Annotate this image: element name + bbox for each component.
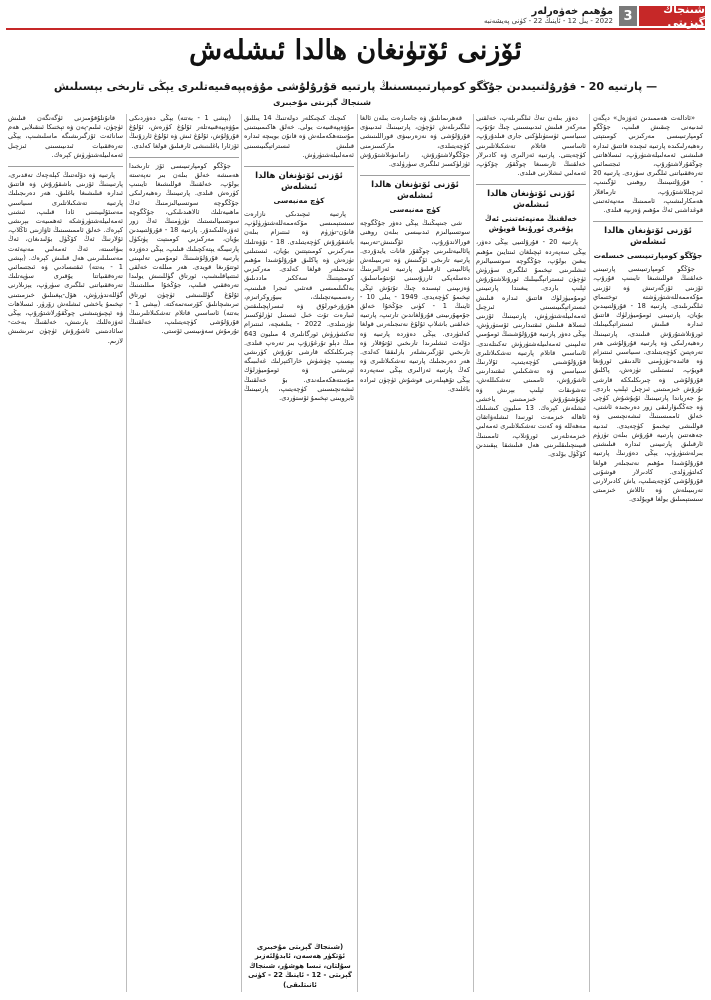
byline: شىنجاڭ گېزىتى مۇخبىرى — [273, 98, 371, 107]
column-body: جۇڭگو كومپارتىيىسى ئۆز تارىخىدا ھەمىشە خەلق بىلەن بىر نەپەستە بولۇپ، خەلقنىڭ قوللىشىغا تايىنىپ كۈرەش قىلدى. پارتىيىنىڭ رەھبەرلىكى جۇڭگوچە سوتسىيالىزمنىڭ ئەڭ ماھىيەتلىك ئالاھىدىلىكى، جۇڭگوچە سوتسىيالىستىك تۈزۈمنىڭ ئەڭ زور ئەۋزەللىكىدۇر. پارتىيە 18 - قۇرۇلتىيىدىن بۇيان، مەركىزىي كومىتېت پۈتكۈل پارتىيىگە يېتەكچىلىك قىلىپ، يېڭى دەۋردە پارتىيە قۇرۇلۇشىنىڭ ئومۇمىي تەلىپىنى ئوتتۇرىغا قويدى. ھەر مىللەت خەلقى ئىتتىپاقلىشىپ، ئورتاق گۈللىنىش يولىدا تەرەققىي قىلىپ، جۇڭخۇا مىللىتىنىڭ ئۇلۇغ گۈللىنىشى ئۈچۈن ئورتاق تىرىشچانلىق كۆرسەتمەكتە. (بېشى 1 - بەتتە) ئاساسىي قاتلام تەشكىلاتلىرىنىڭ قۇرۇلۇشى كۈچەيتىلىپ، خەلقنىڭ تۇرمۇش سەۋىيىسى ئۆستى. — [129, 161, 239, 336]
article-column-1 — [593, 114, 703, 992]
column-body: پارتىيە 20 - قۇرۇلتىيى يېڭى دەۋر، يېڭى سەپەردە ئېچىلغان ئىنتايىن مۇھىم يىغىن بولۇپ، جۇڭگوچە سوتسىيالىزم ئىشلىرىنى تېخىمۇ ئىلگىرى سۈرۈش ئۈچۈن ئىستراتېگىيىلىك ئورۇنلاشتۇرۇش ئېلىپ باردى. يىغىندا پارتىيىنى ئومۇميۈزلۈك قاتتىق ئىدارە قىلىش ئىستراتېگىيىسىنى ئىزچىل ئەمەلىيلەشتۈرۈش، پارتىيىنىڭ ئۆزىنى ئىسلاھ قىلىش ئىقتىدارىنى ئۆستۈرۈش، يېڭى دەۋر پارتىيە قۇرۇلۇشىنىڭ ئومۇمىي تەلىپىنى ئەمەلىيلەشتۈرۈش تەكىتلەندى. ئاساسىي قاتلام پارتىيە تەشكىلاتلىرى قۇرۇلۇشىنى كۈچەيتىپ، ئۇلارنىڭ سىياسىي ۋە تەشكىلىي ئىقتىدارىنى ئاشۇرۇش، ئاممىنى تەشكىللەش، تەشۋىقات ئېلىپ بېرىش ۋە ئۇيۇشتۇرۇش خىزمىتىنى ياخشى ئىشلەش كېرەك. 13 مىليون كىشىلىك ئاھالە خىزمەت ئورنىدا ئىشلەۋاتقان مەھەللە ۋە كەنت تەشكىلاتلىرى ئەمەلىي خىزمەتلەرنى ئورۇنلاپ، ئاممىنىڭ قىيىنچىلىقلىرىنى ھەل قىلىشقا يېقىندىن كۆڭۈل بۆلدى. — [476, 238, 586, 459]
article-column-5 — [129, 114, 239, 992]
headline-block — [10, 34, 701, 68]
column-lead: (بېشى 1 - بەتتە) يېڭى دەۋردىكى مۇۋەپپەقىيەتلەر ئۇلۇغ كۈرەش، ئۇلۇغ قۇرۇلۇش، ئۇلۇغ ئىش ۋە ئۇلۇغ ئارزۇنىڭ ئۆزئارا باغلىنىشى ئارقىلىق قولغا كەلدى. — [129, 114, 239, 150]
section-subheading: خەلقنىڭ مەنپەئەتىنى ئەڭ يۇقىرى ئورۇنغا قويۇش — [484, 214, 578, 234]
article-column-3 — [360, 114, 470, 992]
section-heading: ئۆزنى ئۆتۈنغان ھالدا ئىشلەش — [371, 180, 459, 202]
newspaper-logo — [639, 3, 705, 29]
reporter-credit: (شىنجاڭ گېزىتى مۇخبىرى ئۆتكۈر ھەسەن، ئابدۇلئەزىز سۇلتان، نىسا ھوشۇر، شىنجاڭ گېزىتى - 12 - ئاينىڭ 22 - كۈنى ئانىتلىقى) — [248, 942, 352, 989]
column-divider — [357, 114, 358, 992]
section-divider — [476, 184, 586, 185]
section-divider — [129, 157, 239, 158]
section-divider — [8, 166, 123, 167]
column-body: پارتىيە ئىچىدىكى نازارەت سىستېمىسى مۇكەممەللەشتۈرۈلۈپ، قانۇن-تۈزۈم ۋە ئىنتىزام بىلەن باشقۇرۇش كۈچەيتىلدى. 18 - نۆۋەتلىك مەركىزىي كومىتېتتىن بۇيان، ئىستىلنى تۈزەش ۋە پاكلىق قۇرۇلۇشىدا مۇھىم نەتىجىلەر قولغا كەلدى. مەركىزىي كومىتېتنىڭ سەككىز ماددىلىق بەلگىلىمىسى قەتئىي ئىجرا قىلىنىپ، رەسمىيەتچىلىك، بىيۇروكراتىزم، ھۇزۇرخورلۇق ۋە ئىسراپچىلىقتىن ئىبارەت تۆت خىل ئىستىل ئۈزلۈكسىز تۈزىتىلدى. 2022 - يىلىغىچە، ئىنتىزام تەكشۈرۈش ئورگانلىرى 4 مىليون 643 مىڭ دېلو تۇرغۇزۇپ بىر تەرەپ قىلدى. چىرىكلىككە قارشى تۇرۇش كۈرىشى بېسىپ چۈشۈش خاراكتېرلىك غەلىبىگە ئېرىشتى ۋە ئومۇميۈزلۈك مۇستەھكەملەندى. بۇ خەلقنىڭ ئىشەنچىسىنى كۈچەيتىپ، پارتىيىنىڭ ئابرويىنى تېخىمۇ ئۆستۈردى. — [244, 210, 354, 403]
column-lead: «ئادالەت ھەممىدىن ئەۋزەل» دېگەن ئىدىيەنى چىقىش قىلىپ، جۇڭگو كومپارتىيىسى مەركىزىي كومىتېتى رەھبەرلىكىدە پارتىيە ئىچىدە قاتتىق ئىدارە قىلىشنى ئەمەلىيلەشتۈرۈپ، ئىسلاھاتنى چوڭقۇرلاشتۇرۇپ، ئىجتىمائىي تەرەققىياتنى ئىلگىرى سۈردى. پارتىيە 20 - قۇرۇلتىيىنىڭ روھىنى ئۆگىنىپ، ئىزچىللاشتۇرۇپ، تارماقلار ھەمكارلىشىپ، ئاممىنىڭ مەنپەئەتىنى قوغداشنى ئەڭ مۇھىم ۋەزىپە قىلدى. — [593, 114, 703, 215]
column-lead: كىچىك كىچىكلەر دولەتنىڭ 14 يىللىق مۇۋەپپەقىيەت يولى. خەلق ھاكىمىيىتىنى مۇستەھكەملەش ۋە قانۇن بويىچە ئىدارە قىلىش ئىستراتېگىيىسىنى ئەمەلىيلەشتۈرۈش. — [244, 114, 354, 159]
section-label: مۇھىم خەۋەرلەر — [531, 6, 613, 17]
column-divider — [126, 114, 127, 992]
column-divider — [241, 114, 242, 992]
column-body: جۇڭگو كومپارتىيىسى پارتىيىنى خەلقنىڭ قوللىشىغا تايىنىپ قۇرۇپ، ئۆزىنى ئۆزگەرتىش ۋە ئۆزىنى مۇكەممەللەشتۈرۈشتە توختىماي ئىلگىرىلىدى. پارتىيە 18 - قۇرۇلتىيىدىن بۇيان، پارتىيىنى ئومۇميۈزلۈك قاتتىق ئىدارە قىلىش ئىستراتېگىيىلىك ئورۇنلاشتۇرۇش قىلىندى، پارتىيىنىڭ رەھبەرلىكى ۋە پارتىيە قۇرۇلۇشى ھەر تەرەپتىن كۈچەيتىلدى. سىياسىي ئىنتىزام ۋە قائىدە-تۈزۈمنى ئالدىنقى ئورۇنغا قويۇپ، ئىستىلنى تۈزەش، پاكلىق قۇرۇلۇشى ۋە چىرىكلىككە قارشى تۇرۇش خىزمىتىنى ئىزچىل ئېلىپ باردى. بۇ جەرياندا پارتىيىنىڭ ئۇيۇشۇش كۈچى ۋە جەڭگىۋارلىقى زور دەرىجىدە ئاشتى، خەلق ئاممىسىنىڭ ئىشەنچىسى ۋە قوللىشى تېخىمۇ كۈچەيدى. ئىدىيە جەھەتتىن پارتىيە قۇرۇش بىلەن تۈزۈم ئارقىلىق پارتىيىنى ئىدارە قىلىشنى بىرلەشتۈرۈپ، يېڭى دەۋرنىڭ پارتىيە قۇرۇلۇشىدا مۇھىم نەتىجىلەر قولغا كەلتۈرۈلدى. كادىرلار قوشۇنى قۇرۇلۇشى كۈچەيتىلىپ، ياش كادىرلارنى تەربىيىلەش ۋە تاللاش خىزمىتى سىستېمىلىق يولغا قويۇلدى. — [593, 265, 703, 504]
section-divider — [360, 175, 470, 176]
section-heading: ئۆزنى ئۆتۈنغان ھالدا ئىشلەش — [604, 226, 692, 248]
masthead — [6, 3, 705, 30]
page-number: 3 — [619, 6, 637, 26]
logo-text: شىنجاڭ گېزىتى — [663, 3, 705, 29]
issue-date: 2022 - يىل 12 - ئاينىڭ 22 - كۈنى پەيشەنبە — [483, 17, 613, 25]
column-divider — [589, 114, 590, 992]
section-heading: ئۆزنى ئۆتۈنغان ھالدا ئىشلەش — [255, 171, 343, 193]
column-body: شى جىنپىڭنىڭ يېڭى دەۋر جۇڭگوچە سوتسىيالىزم ئىدىيىسى بىلەن روھنى قورالاندۇرۇپ، ئۆگىنىش-تەربىيە پائالىيەتلىرىنى چوڭقۇر قانات يايدۇردى. پارتىيە تارىخى ئۆگىنىش ۋە تەربىيىلەش پائالىيىتى ئارقىلىق پارتىيە ئەزالىرىنىڭ دەسلەپكى ئارزۇسىنى ئۇنتۇماسلىق، ۋەزىپىنى ئېسىدە چىڭ تۇتۇش ئېڭى تېخىمۇ كۈچەيدى. 1949 - يىلى 10 - ئاينىڭ 1 - كۈنى جۇڭخۇا خەلق جۇمھۇرىيىتى قۇرۇلغاندىن تارتىپ، پارتىيە خەلقنى باشلاپ ئۇلۇغ نەتىجىلەرنى قولغا كەلتۈردى. يېڭى دەۋردە پارتىيە ۋە دۆلەت ئىشلىرىدا تارىخىي ئۇتۇقلار ۋە تارىخىي ئۆزگىرىشلەر بارلىققا كەلدى. ھەر دەرىجىلىك پارتىيە تەشكىلاتلىرى ۋە كەڭ پارتىيە ئەزالىرى يېڭى سەپەردە يېڭى تۆھپىلەرنى قوشۇش ئۈچۈن ئىرادە باغلىدى. — [360, 219, 470, 393]
column-lead: قەھرىمانلىق ۋە جاسارەت بىلەن ئالغا ئىلگىرىلەش ئۈچۈن، پارتىيىنىڭ ئىدىيىۋى قۇرۇلۇشى ۋە نەزەرىيىۋى قوراللىنىشى كۈچەيتىلدى، ماركسىزمنى جۇڭگولاشتۇرۇش، زامانىۋىلاشتۇرۇش ئۈزلۈكسىز ئىلگىرى سۈرۈلدى. — [360, 114, 470, 169]
section-subheading: كۈچ مەنبەسى — [389, 205, 441, 215]
section-divider — [244, 166, 354, 167]
headline: ئۆزنى ئۆتۈنغان ھالدا ئىشلەش — [189, 35, 522, 66]
column-lead: قانۇنلۇقۇمىزنى ئۈگەنگەن قىلىش ئۈچۈن، ئىلىم-پەن ۋە تېخنىكا ئىنقىلابى ھەم سانائەت ئۆزگىرىشىگە ماسلىشىپ، يېڭى تەرەققىيات ئىدىيىسىنى ئىزچىل ئەمەلىيلەشتۈرۈش كېرەك. — [8, 114, 123, 159]
article-column-6 — [8, 114, 123, 992]
article-column-2 — [476, 114, 586, 992]
section-divider — [593, 221, 703, 222]
section-subheading: كۈچ مەنبەسى — [273, 196, 325, 206]
subheadline: — پارتىيە 20 - قۇرۇلتىيىدىن جۇڭگو كومپارتىيىسىنىڭ پارتىيە قۇرۇلۇشى مۇۋەپپەقىيەتلىرى يېڭى تارىخى بېسىلىش — [53, 80, 658, 93]
column-divider — [473, 114, 474, 992]
article-column-4 — [244, 114, 354, 992]
section-subheading: جۇڭگو كومپارتىيىسى خىسلەت — [593, 251, 703, 261]
column-lead: دەۋر بىلەن تەڭ ئىلگىرىلەپ، خەلقنى مەركەز قىلىش ئىدىيىسىنى چىڭ تۇتۇپ، سىياسىي ئۈستۈنلۈكنى جارى قىلدۇرۇپ، ئاساسىي قاتلام تەشكىلاتلىرىنى كۈچەيتتى. پارتىيە ئەزالىرى ۋە كادىرلار خەلقنىڭ ئارىسىغا چوڭقۇر چۆكۈپ، ئەمەلىي ئىشلارنى قىلدى. — [476, 114, 586, 178]
column-body: پارتىيە ۋە دۆلەتنىڭ كېلەچەك تەقدىرى، پارتىيىنىڭ ئۆزىنى باشقۇرۇش ۋە قاتتىق ئىدارە قىلىشىغا باغلىق. ھەر دەرىجىلىك پارتىيە تەشكىلاتلىرى سىياسىي مەسئۇلىيىتىنى ئادا قىلىپ، ئىشنى ئەمەلىيلەشتۈرۈشكە ئەھمىيەت بېرىشى كېرەك. خەلق ئاممىسىنىڭ ئاۋازىنى ئاڭلاپ، ئۇلارنىڭ ئەڭ كۆڭۈل بۆلىدىغان، ئەڭ بىۋاسىتە، ئەڭ ئەمەلىي مەنپەئەت مەسىلىلىرىنى ھەل قىلىش كېرەك. (بېشى 1 - بەتتە) ئىقتىسادىي ۋە ئىجتىمائىي تەرەققىياتتا يۇقىرى سۈپەتلىك تەرەققىياتنى ئىلگىرى سۈرۈپ، يېزىلارنى گۈللەندۈرۈش، ھۆل-يېغىنلىق خىزمىتىنى تېخىمۇ ياخشى ئىشلەش زۆرۈر. ئىسلاھات ۋە ئېچىۋېتىشنى چوڭقۇرلاشتۇرۇپ، يېڭى ئەۋزەللىك يارىتىش، خەلقنىڭ بەخت-سائادىتىنى ئاشۇرۇش ئۈچۈن تىرىشىش لازىم. — [8, 171, 123, 345]
section-heading: ئۆزنى ئۆتۈنغان ھالدا ئىشلەش — [487, 189, 575, 211]
